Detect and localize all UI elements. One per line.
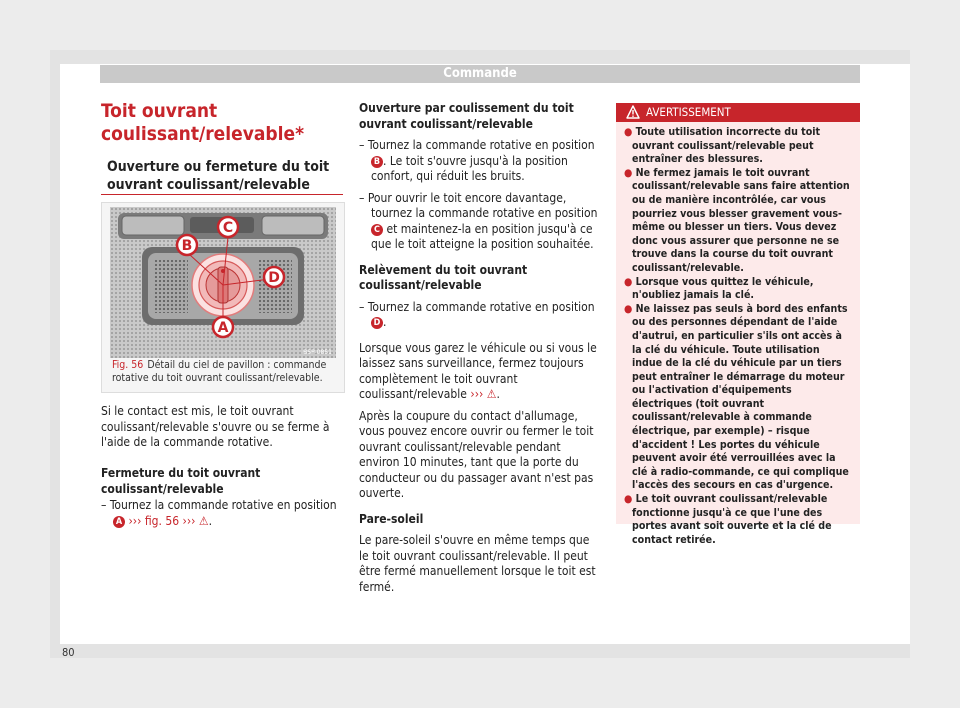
warning-list [616, 122, 860, 547]
warning-item: ● Lorsque vous quittez le véhicule, n'oubliez jamais la clé. [624, 275, 814, 302]
fig-56-link[interactable]: ››› fig. 56 ››› [128, 513, 196, 528]
ignition-paragraph: Après la coupure du contact d'allumage, vous pouvez encore ouvrir ou fermer le toit ouvrant coulissant/relevable pendant environ 10 minutes, tant que la porte du conducteur ou du passager avant n'est pas ouverte. [359, 408, 594, 500]
warning-icon: ⚠ [198, 513, 209, 528]
figure-code: B5P-0851 [303, 349, 332, 356]
opening-step-1: – Tournez la commande rotative en position B . Le toit s'ouvre jusqu'à la position confort, qui réduit les bruits. [359, 138, 595, 183]
middle-column [359, 101, 599, 595]
warning-item: ● Toute utilisation incorrecte du toit ouvrant coulissant/relevable peut entraîner des blessures. [624, 126, 821, 166]
warning-triangle-icon [626, 105, 640, 119]
warning-item: ● Ne fermez jamais le toit ouvrant coulissant/relevable sans faire attention ou de manière incontrôlée, car vous pourriez vous blesser gravement vous-même ou blesser un tiers. Vous devez donc vous assurer que personne ne se trouve dans la course du toit ouvrant coulissant/relevable. [624, 166, 850, 274]
subtitle-divider [101, 194, 343, 195]
figure-caption: Fig. 56 Détail du ciel de pavillon : commande rotative du toit ouvrant coulissant/relevable. [112, 359, 327, 384]
section-subtitle: Ouverture ou fermeture du toit ouvrant coulissant/relevable [107, 159, 330, 193]
label-b [177, 235, 197, 255]
warning-item: ● Ne laissez pas seuls à bord des enfants ou des personnes dépendant de l'aide d'autrui, en particulier s'ils ont accès à la clé du véhicule. Toute utilisation indue de la clé du véhicule par un tiers peut entraîner le démarrage du moteur ou l'activation d'équipements électriques (toit ouvrant coulissant/relevable à commande électrique, par exemple) – risque d'accident ! Les portes du véhicule peuvent avoir été verrouillées avec la clé à radio-commande, ce qui complique l'accès des secours en cas d'urgence. [624, 302, 849, 492]
warning-box [616, 103, 860, 546]
closing-step: – Tournez la commande rotative en position A ››› fig. 56 ››› ⚠. [101, 498, 337, 528]
position-b-badge: B [371, 156, 383, 168]
closing-heading: Fermeture du toit ouvrant coulissant/relevable [101, 466, 261, 496]
svg-text:C: C [222, 220, 234, 236]
label-a [213, 317, 233, 337]
parking-paragraph: Lorsque vous garez le véhicule ou si vous le laissez sans surveillance, fermez toujours complètement le toit ouvrant coulissant/relevable ››› ⚠. [359, 340, 597, 401]
svg-text:D: D [268, 270, 280, 286]
label-d [264, 267, 284, 287]
warning-item: ● Le toit ouvrant coulissant/relevable fonctionne jusqu'à ce que l'une des portes avant soit ouverte et la clé de contact retirée. [624, 493, 832, 546]
raising-step: – Tournez la commande rotative en position D . [359, 299, 595, 329]
opening-heading: Ouverture par coulissement du toit ouvrant coulissant/relevable [359, 101, 574, 131]
intro-paragraph: Si le contact est mis, le toit ouvrant coulissant/relevable s'ouvre ou se ferme à l'aide de la commande rotative. [101, 404, 330, 449]
figure-56 [101, 202, 345, 393]
sunshade-paragraph: Le pare-soleil s'ouvre en même temps que le toit ouvrant coulissant/relevable. Il peut être fermé manuellement lorsque le toit est fermé. [359, 533, 596, 594]
position-a-badge: A [113, 516, 125, 528]
opening-step-2: – Pour ouvrir le toit encore davantage, tournez la commande rotative en position C et maintenez-la en position jusqu'à ce que le toit atteigne la position souhaitée. [359, 190, 598, 251]
sunshade-heading: Pare-soleil [359, 511, 424, 526]
warning-icon: ⚠ [486, 387, 497, 401]
svg-text:A: A [217, 320, 229, 336]
roof-console-illustration [110, 207, 336, 358]
warning-header [616, 103, 860, 122]
position-c-badge: C [371, 224, 383, 236]
position-d-badge: D [371, 317, 383, 329]
warning-title: AVERTISSEMENT [646, 105, 731, 119]
section-header: Commande [100, 65, 860, 83]
warning-link[interactable]: ››› [470, 387, 484, 401]
page-title: Toit ouvrant coulissant/relevable* [101, 100, 305, 145]
label-c [218, 217, 238, 237]
svg-text:B: B [181, 238, 193, 254]
page-number: 80 [62, 646, 75, 659]
raising-heading: Relèvement du toit ouvrant coulissant/relevable [359, 262, 528, 292]
